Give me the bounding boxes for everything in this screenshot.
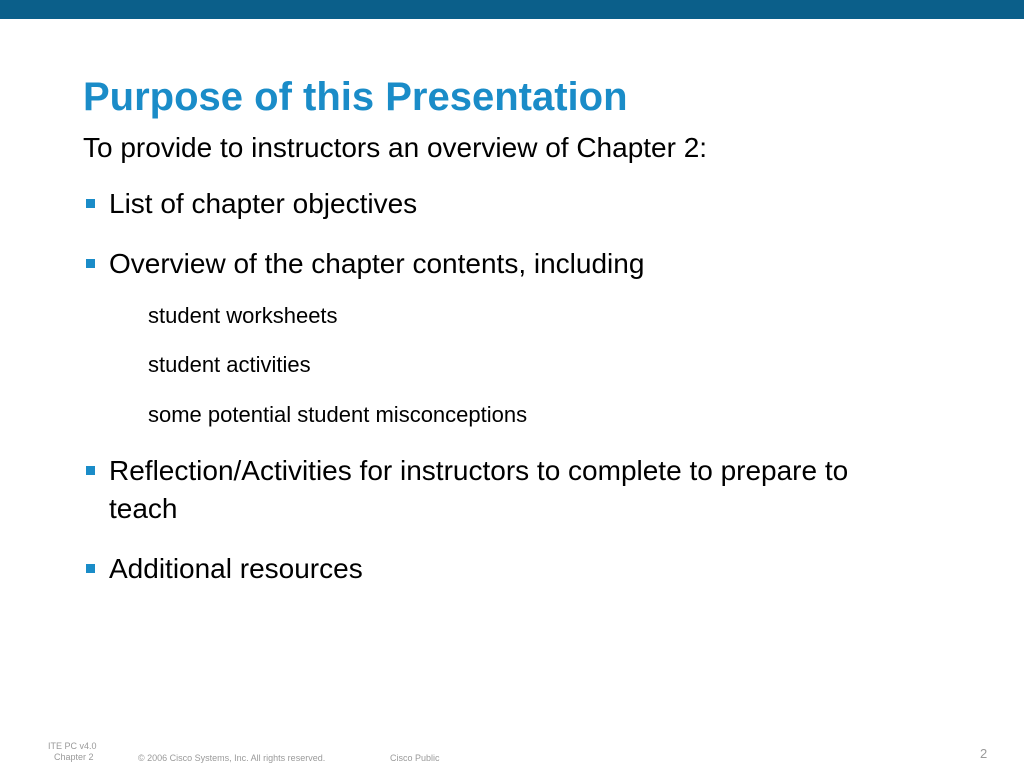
top-banner bbox=[0, 0, 1024, 19]
bullet-text: Overview of the chapter contents, including bbox=[109, 248, 645, 279]
slide-title: Purpose of this Presentation bbox=[83, 75, 628, 119]
footer-copyright: © 2006 Cisco Systems, Inc. All rights reserved. bbox=[138, 753, 326, 763]
square-bullet-icon bbox=[86, 199, 95, 208]
bullet-item bbox=[83, 452, 883, 528]
footer-course: ITE PC v4.0 bbox=[48, 741, 97, 751]
sub-item: student worksheets bbox=[148, 303, 338, 328]
bullet-text: List of chapter objectives bbox=[109, 188, 418, 219]
bullet-text: Reflection/Activities for instructors to complete to prepare to teach bbox=[109, 455, 849, 524]
footer-chapter: Chapter 2 bbox=[54, 752, 94, 762]
bullet-item bbox=[83, 185, 883, 223]
square-bullet-icon bbox=[86, 564, 95, 573]
bullet-item bbox=[83, 245, 883, 283]
square-bullet-icon bbox=[86, 466, 95, 475]
page-number: 2 bbox=[980, 746, 988, 761]
square-bullet-icon bbox=[86, 259, 95, 268]
slide-intro: To provide to instructors an overview of Chapter 2: bbox=[83, 132, 708, 163]
bullet-item bbox=[83, 550, 883, 588]
bullet-text: Additional resources bbox=[109, 553, 363, 584]
sub-item: student activities bbox=[148, 352, 311, 377]
footer-classification: Cisco Public bbox=[390, 753, 440, 763]
sub-item: some potential student misconceptions bbox=[148, 402, 528, 427]
footer-course-info bbox=[48, 741, 97, 763]
